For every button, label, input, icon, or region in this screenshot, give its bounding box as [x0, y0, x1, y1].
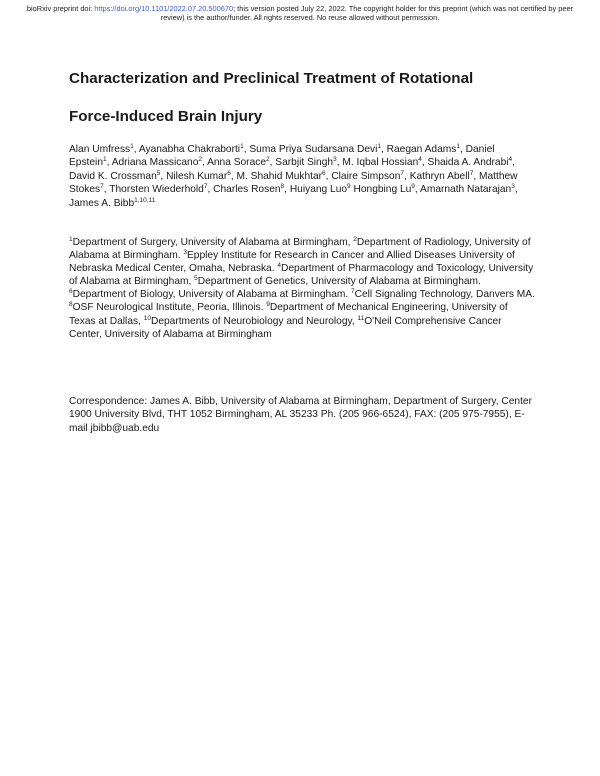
author-separator: , [380, 144, 387, 155]
author-affiliation-marker: 4 [508, 156, 513, 164]
affiliation-number: 8 [69, 301, 73, 309]
affiliation-text: Department of Biology, University of Alabama at Birmingham. [72, 289, 352, 301]
affiliation-number: 10 [143, 314, 151, 322]
author-separator: , [201, 157, 208, 169]
author-affiliation-marker: 1 [102, 156, 107, 164]
author-separator: , [336, 157, 343, 169]
author-separator: , [459, 144, 466, 155]
author-name: Sarbjit Singh [275, 157, 334, 169]
affiliation-text: Department of Radiology, University of Alabama at Birmingham. [69, 237, 531, 262]
paper-title-line-1: Characterization and Preclinical Treatment of Rotational [69, 70, 474, 87]
author-separator: , [325, 170, 332, 182]
affiliation-text: Department of Surgery, University of Alabama at Birmingham, [72, 237, 354, 248]
author-name: Huiyang Luo [289, 184, 348, 196]
author-affiliation-marker: 3 [333, 156, 337, 164]
author-name: Suma Priya Sudarsana Devi [249, 144, 378, 155]
author-name: Matthew Stokes [69, 170, 518, 196]
affiliation-text: Cell Signaling Technology, Danvers MA. [354, 289, 535, 301]
author-separator: , [514, 184, 518, 196]
author-affiliation-marker: 9 [347, 183, 351, 191]
author-name: M. Shahid Mukhtar [236, 170, 323, 182]
author-separator: , [243, 144, 250, 155]
affiliation-text: Departments of Neurobiology and Neurology, [150, 315, 358, 327]
author-name: Daniel Epstein [69, 144, 495, 169]
author-separator: , [133, 144, 139, 155]
doi-link[interactable]: https://doi.org/10.1101/2022.07.20.500670 [94, 4, 234, 13]
author-separator: , [230, 170, 237, 182]
affiliation-number: 2 [353, 236, 357, 243]
author-name: Raegan Adams [386, 144, 457, 155]
author-affiliation-marker: 1 [240, 143, 244, 150]
author-name: James A. Bibb [69, 197, 135, 209]
author-separator: , [414, 184, 421, 196]
author-affiliation-marker: 1 [377, 143, 381, 150]
author-affiliation-marker: 1,10,11 [134, 196, 156, 204]
author-separator: , [421, 157, 428, 169]
author-list [69, 143, 535, 210]
author-separator: , [207, 184, 214, 196]
author-name: Shaida A. Andrabi [427, 157, 509, 169]
affiliation-text: Department of Pharmacology and Toxicology, University of Alabama at Birmingham, [69, 263, 534, 288]
author-affiliation-marker: 6 [322, 169, 326, 177]
affiliation-number: 3 [183, 249, 188, 257]
author-name: M. Iqbal Hossian [342, 157, 419, 169]
affiliation-number: 1 [69, 236, 73, 243]
author-affiliation-marker: 4 [418, 156, 422, 164]
author-name: Thorsten Wiederhold [109, 184, 204, 196]
affiliation-text: OSF Neurological Institute, Peoria, Illinois. [72, 302, 267, 314]
author-affiliation-marker: 7 [469, 169, 474, 177]
author-separator: , [103, 184, 110, 196]
author-affiliation-marker: 1 [456, 143, 460, 150]
author-separator: , [512, 157, 515, 169]
author-name: Hongbing Lu [353, 184, 412, 196]
author-affiliation-marker: 5 [156, 169, 161, 177]
author-name: Anna Sorace [207, 157, 266, 169]
author-affiliation-marker: 9 [411, 183, 415, 191]
affiliation-number: 6 [69, 288, 73, 296]
author-name: Adriana Massicano [111, 157, 199, 169]
author-affiliation-marker: 2 [266, 156, 270, 164]
author-name: Amarnath Natarajan [420, 184, 512, 196]
author-name: Nilesh Kumar [166, 170, 228, 182]
author-separator: , [473, 170, 480, 182]
author-name: Kathryn Abell [409, 170, 470, 182]
author-affiliation-marker: 7 [400, 169, 405, 177]
author-affiliation-marker: 1 [130, 143, 134, 150]
author-affiliation-marker: 6 [227, 169, 231, 177]
author-affiliation-marker: 7 [100, 183, 104, 191]
affiliation-text: O'Neil Comprehensive Cancer Center, University of Alabama at Birmingham [69, 315, 502, 340]
correspondence: Correspondence: James A. Bibb, University of Alabama at Birmingham, Department of Surgery, Center 1900 University Blvd, THT 1052 Birmingham, AL 35233 Ph. (205 966-6524), FAX: (205 975-7955), E-mail jbibb@uab.edu [69, 396, 532, 434]
author-name: Charles Rosen [213, 184, 281, 196]
author-name: Claire Simpson [331, 170, 401, 182]
header-prefix: bioRxiv preprint doi: [26, 4, 95, 13]
preprint-header-notice [26, 4, 574, 22]
affiliation-number: 5 [194, 275, 198, 283]
author-separator: , [269, 157, 276, 169]
affiliation-number: 4 [277, 262, 281, 270]
author-affiliation-marker: 7 [203, 183, 208, 191]
affiliation-number: 11 [357, 314, 365, 322]
author-separator: , [404, 170, 410, 182]
affiliation-text: Eppley Institute for Research in Cancer and Allied Diseases University of Nebraska Medical Center, Omaha, Nebraska. [69, 250, 515, 275]
author-affiliation-marker: 8 [280, 183, 285, 191]
affiliation-text: Department of Mechanical Engineering, University of Texas at Dallas, [69, 302, 508, 327]
author-name: David K. Crossman [69, 170, 157, 182]
header-suffix: ; this version posted July 22, 2022. The copyright holder for this preprint (which was not certified by peer review) is the author/funder. All rights reserved. No reuse allowed without permission. [160, 4, 574, 22]
author-name: Alan Umfress [69, 144, 131, 155]
author-separator: , [106, 157, 112, 169]
affiliation-number: 9 [266, 301, 270, 309]
paper-title-line-2: Force-Induced Brain Injury [69, 108, 263, 125]
author-separator: , [160, 170, 167, 182]
author-affiliation-marker: 3 [511, 183, 515, 191]
affiliation-text: Department of Genetics, University of Alabama at Birmingham. [197, 276, 481, 288]
author-name: Ayanabha Chakraborti [138, 144, 241, 155]
affiliation-list [69, 236, 535, 341]
author-separator: , [284, 184, 290, 196]
affiliation-number: 7 [351, 288, 355, 296]
author-affiliation-marker: 2 [198, 156, 202, 164]
